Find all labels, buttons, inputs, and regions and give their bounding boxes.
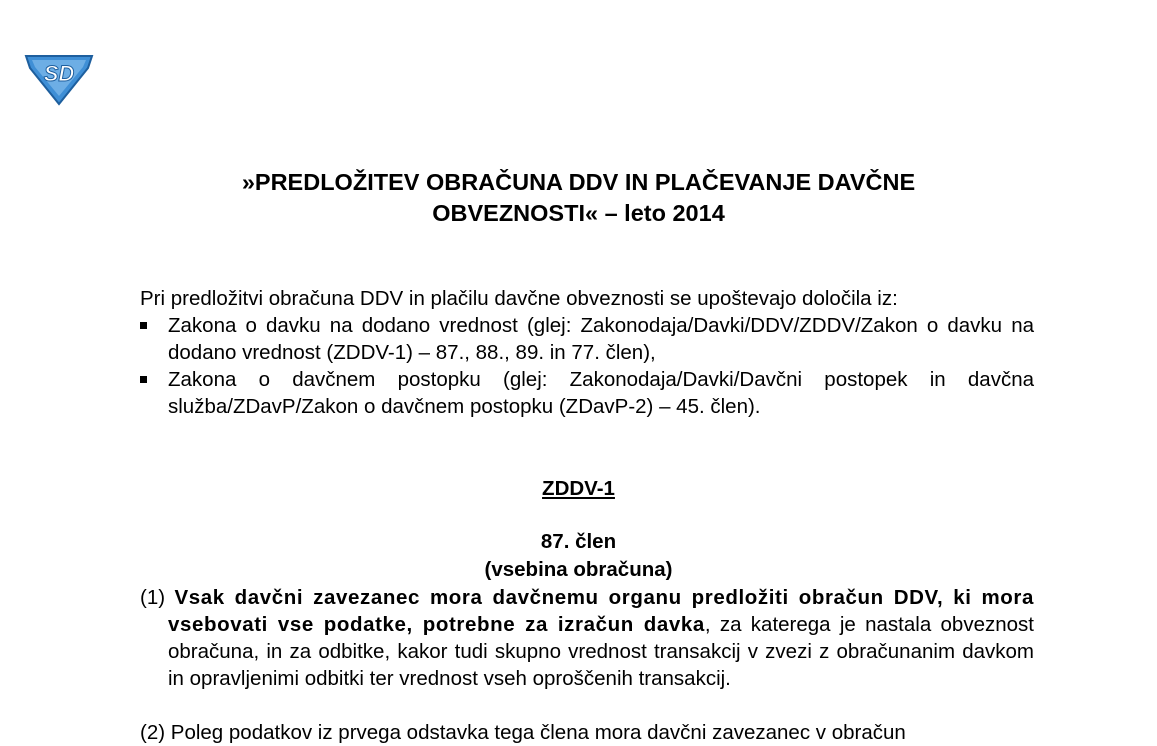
- intro-paragraph: Pri predložitvi obračuna DDV in plačilu davčne obveznosti se upoštevajo določila iz:: [140, 287, 898, 310]
- bullet-list: [140, 312, 1034, 420]
- paragraph-number: (1): [140, 586, 166, 609]
- paragraph-number: (2): [140, 721, 166, 744]
- article-paragraph-2: [140, 719, 1034, 746]
- list-item: [140, 312, 1034, 366]
- list-item: [140, 366, 1034, 420]
- paragraph-text: , za katerega je nastala obveznost obračuna, in za odbitke, kakor tudi skupno vrednost transakcij v zvezi z obračunanim davkom in opravljenimi odbitki ter vrednost vseh oproščenih transakcij.: [168, 613, 1034, 690]
- article-subtitle: (vsebina obračuna): [484, 558, 673, 581]
- list-item-text: Zakona o davčnem postopku (glej: Zakonodaja/Davki/Davčni postopek in davčna služba/ZDavP/Zakon o davčnem postopku (ZDavP-2) – 45. člen).: [168, 368, 1034, 418]
- paragraph-bold-text: Vsak davčni zavezanec mora davčnemu organu predložiti obračun DDV, ki mora vsebovati vse podatke, potrebne za izračun davka: [168, 586, 1034, 636]
- square-bullet-icon: [140, 376, 147, 383]
- sd-logo: [22, 48, 96, 106]
- law-heading: ZDDV-1: [542, 477, 615, 500]
- list-item-text: Zakona o davku na dodano vrednost (glej: Zakonodaja/Davki/DDV/ZDDV/Zakon o davku na dodano vrednost (ZDDV-1) – 87., 88., 89. in 77. člen),: [168, 314, 1034, 364]
- square-bullet-icon: [140, 322, 147, 329]
- title-line-2: OBVEZNOSTI« – leto 2014: [432, 200, 725, 226]
- article-paragraph-1: [140, 584, 1034, 692]
- logo-letters: SD: [43, 61, 75, 86]
- paragraph-text: Poleg podatkov iz prvega odstavka tega člena mora davčni zavezanec v obračun: [170, 721, 906, 744]
- title-line-1: »PREDLOŽITEV OBRAČUNA DDV IN PLAČEVANJE DAVČNE: [241, 169, 916, 195]
- document-title: [0, 167, 1157, 229]
- article-heading: 87. člen: [540, 530, 617, 553]
